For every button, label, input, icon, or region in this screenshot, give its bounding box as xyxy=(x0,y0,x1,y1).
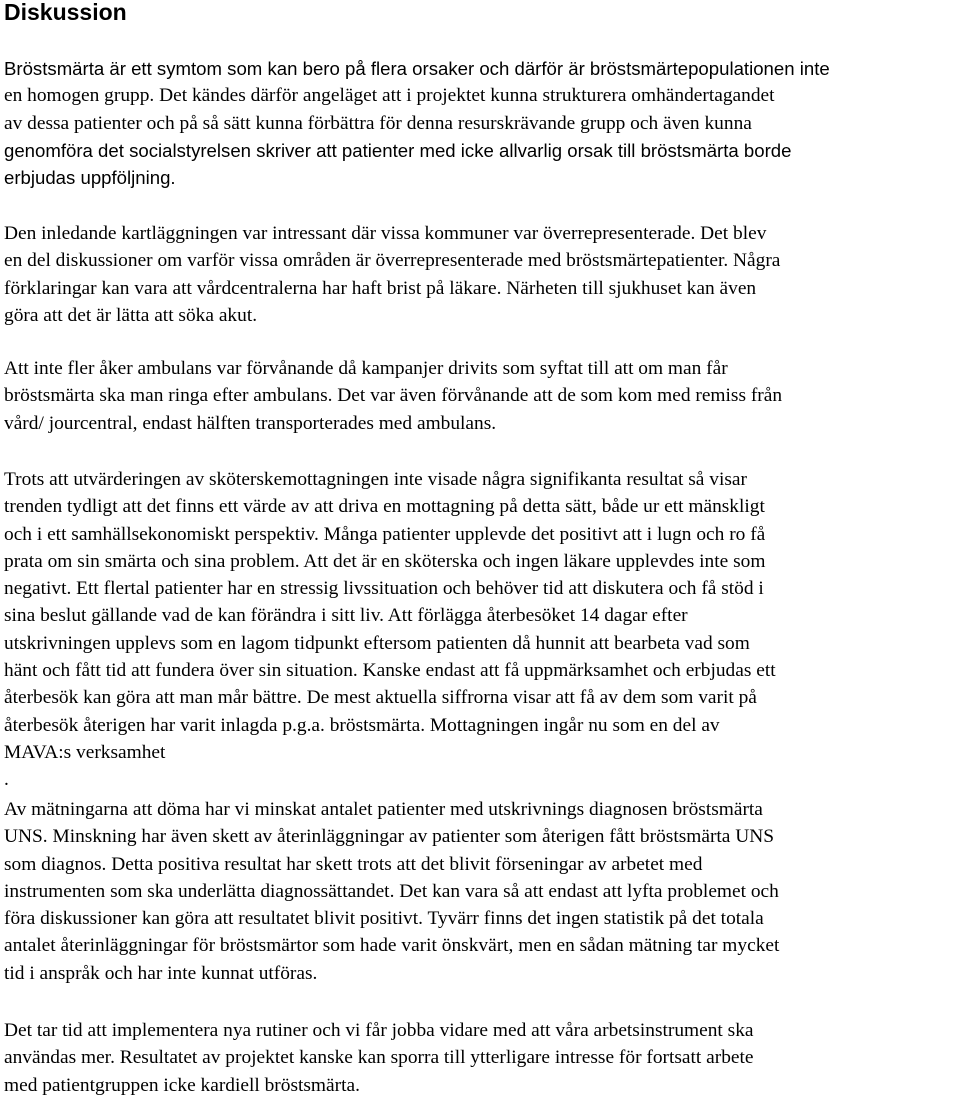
paragraph-line: Bröstsmärta är ett symtom som kan bero på flera orsaker och därför är bröstsmärtepopulationen inte xyxy=(4,58,830,79)
paragraph-line: trenden tydligt att det finns ett värde av att driva en mottagning på detta sätt, både ur ett mänskligt xyxy=(4,496,765,518)
paragraph-line: göra att det är lätta att söka akut. xyxy=(4,304,258,326)
paragraph-line: Det tar tid att implementera nya rutiner och vi får jobba vidare med att våra arbetsinstrument ska xyxy=(4,1020,754,1041)
paragraph-line: och i ett samhällsekonomiskt perspektiv. Många patienter upplevde det positivt att i lugn och ro få xyxy=(4,523,766,545)
paragraph-line: återbesök kan göra att man mår bättre. De mest aktuella siffrorna visar att få av dem som varit på xyxy=(4,687,757,709)
paragraph-line: erbjudas uppföljning. xyxy=(4,167,176,189)
paragraph-mapping xyxy=(4,220,956,329)
section-heading: Diskussion xyxy=(4,0,127,25)
paragraph-nurse-clinic xyxy=(4,466,956,794)
paragraph-ambulance xyxy=(4,355,956,437)
paragraph-line: negativt. Ett flertal patienter har en stressig livssituation och behöver tid att diskutera och få stöd i xyxy=(4,578,764,600)
paragraph-line: av dessa patienter och på så sätt kunna förbättra för denna resurskrävande grupp och även kunna xyxy=(4,112,752,134)
paragraph-line: återbesök återigen har varit inlagda p.g.a. bröstsmärta. Mottagningen ingår nu som en del av xyxy=(4,714,720,736)
paragraph-line: som diagnos. Detta positiva resultat har skett trots att det blivit förseningar av arbetet med xyxy=(4,853,703,875)
paragraph-line: sina beslut gällande vad de kan förändra i sitt liv. Att förlägga återbesöket 14 dagar efter xyxy=(4,605,688,627)
paragraph-line: utskrivningen upplevs som en lagom tidpunkt eftersom patienten då hunnit att bearbeta vad som xyxy=(4,632,750,654)
paragraph-intro xyxy=(4,55,956,191)
paragraph-line: Den inledande kartläggningen var intressant där vissa kommuner var överrepresenterade. Det blev xyxy=(4,223,767,244)
paragraph-line: Av mätningarna att döma har vi minskat antalet patienter med utskrivnings diagnosen bröstsmärta xyxy=(4,799,763,820)
paragraph-line: förklaringar kan vara att vårdcentralerna har haft brist på läkare. Närheten till sjukhuset kan även xyxy=(4,277,757,299)
paragraph-line: en del diskussioner om varför vissa områden är överrepresenterade med bröstsmärtepatienter. Några xyxy=(4,250,781,272)
paragraph-line: antalet återinläggningar för bröstsmärtor som hade varit önskvärt, men en sådan mätning tar mycket xyxy=(4,935,780,957)
paragraph-line: med patientgruppen icke kardiell bröstsmärta. xyxy=(4,1074,360,1096)
paragraph-line: . xyxy=(4,769,9,791)
paragraph-line: Att inte fler åker ambulans var förvånande då kampanjer drivits som syftat till att om man får xyxy=(4,358,728,379)
paragraph-line: hänt och fått tid att fundera över sin situation. Kanske endast att få uppmärksamhet och erbjudas ett xyxy=(4,660,776,682)
paragraph-conclusion xyxy=(4,1017,956,1099)
paragraph-line: UNS. Minskning har även skett av återinläggningar av patienter som återigen fått bröstsmärta UNS xyxy=(4,826,775,848)
paragraph-line: genomföra det socialstyrelsen skriver att patienter med icke allvarlig orsak till bröstsmärta borde xyxy=(4,139,792,161)
paragraph-line: användas mer. Resultatet av projektet kanske kan sporra till ytterligare intresse för fortsatt arbete xyxy=(4,1047,754,1069)
paragraph-line: Trots att utvärderingen av sköterskemottagningen inte visade några signifikanta resultat så visar xyxy=(4,469,747,490)
paragraph-line: en homogen grupp. Det kändes därför angeläget att i projektet kunna strukturera omhändertagandet xyxy=(4,85,775,107)
paragraph-line: bröstsmärta ska man ringa efter ambulans. Det var även förvånande att de som kom med remiss från xyxy=(4,385,783,407)
paragraph-line: MAVA:s verksamhet xyxy=(4,741,166,763)
paragraph-measurements xyxy=(4,796,956,987)
paragraph-line: instrumenten som ska underlätta diagnossättandet. Det kan vara så att endast att lyfta problemet och xyxy=(4,880,779,902)
paragraph-line: vård/ jourcentral, endast hälften transporterades med ambulans. xyxy=(4,412,497,434)
paragraph-line: prata om sin smärta och sina problem. Att det är en sköterska och ingen läkare upplevdes inte som xyxy=(4,550,766,572)
paragraph-line: föra diskussioner kan göra att resultatet blivit positivt. Tyvärr finns det ingen statistik på det totala xyxy=(4,908,764,930)
paragraph-line: tid i anspråk och har inte kunnat utföras. xyxy=(4,962,318,984)
